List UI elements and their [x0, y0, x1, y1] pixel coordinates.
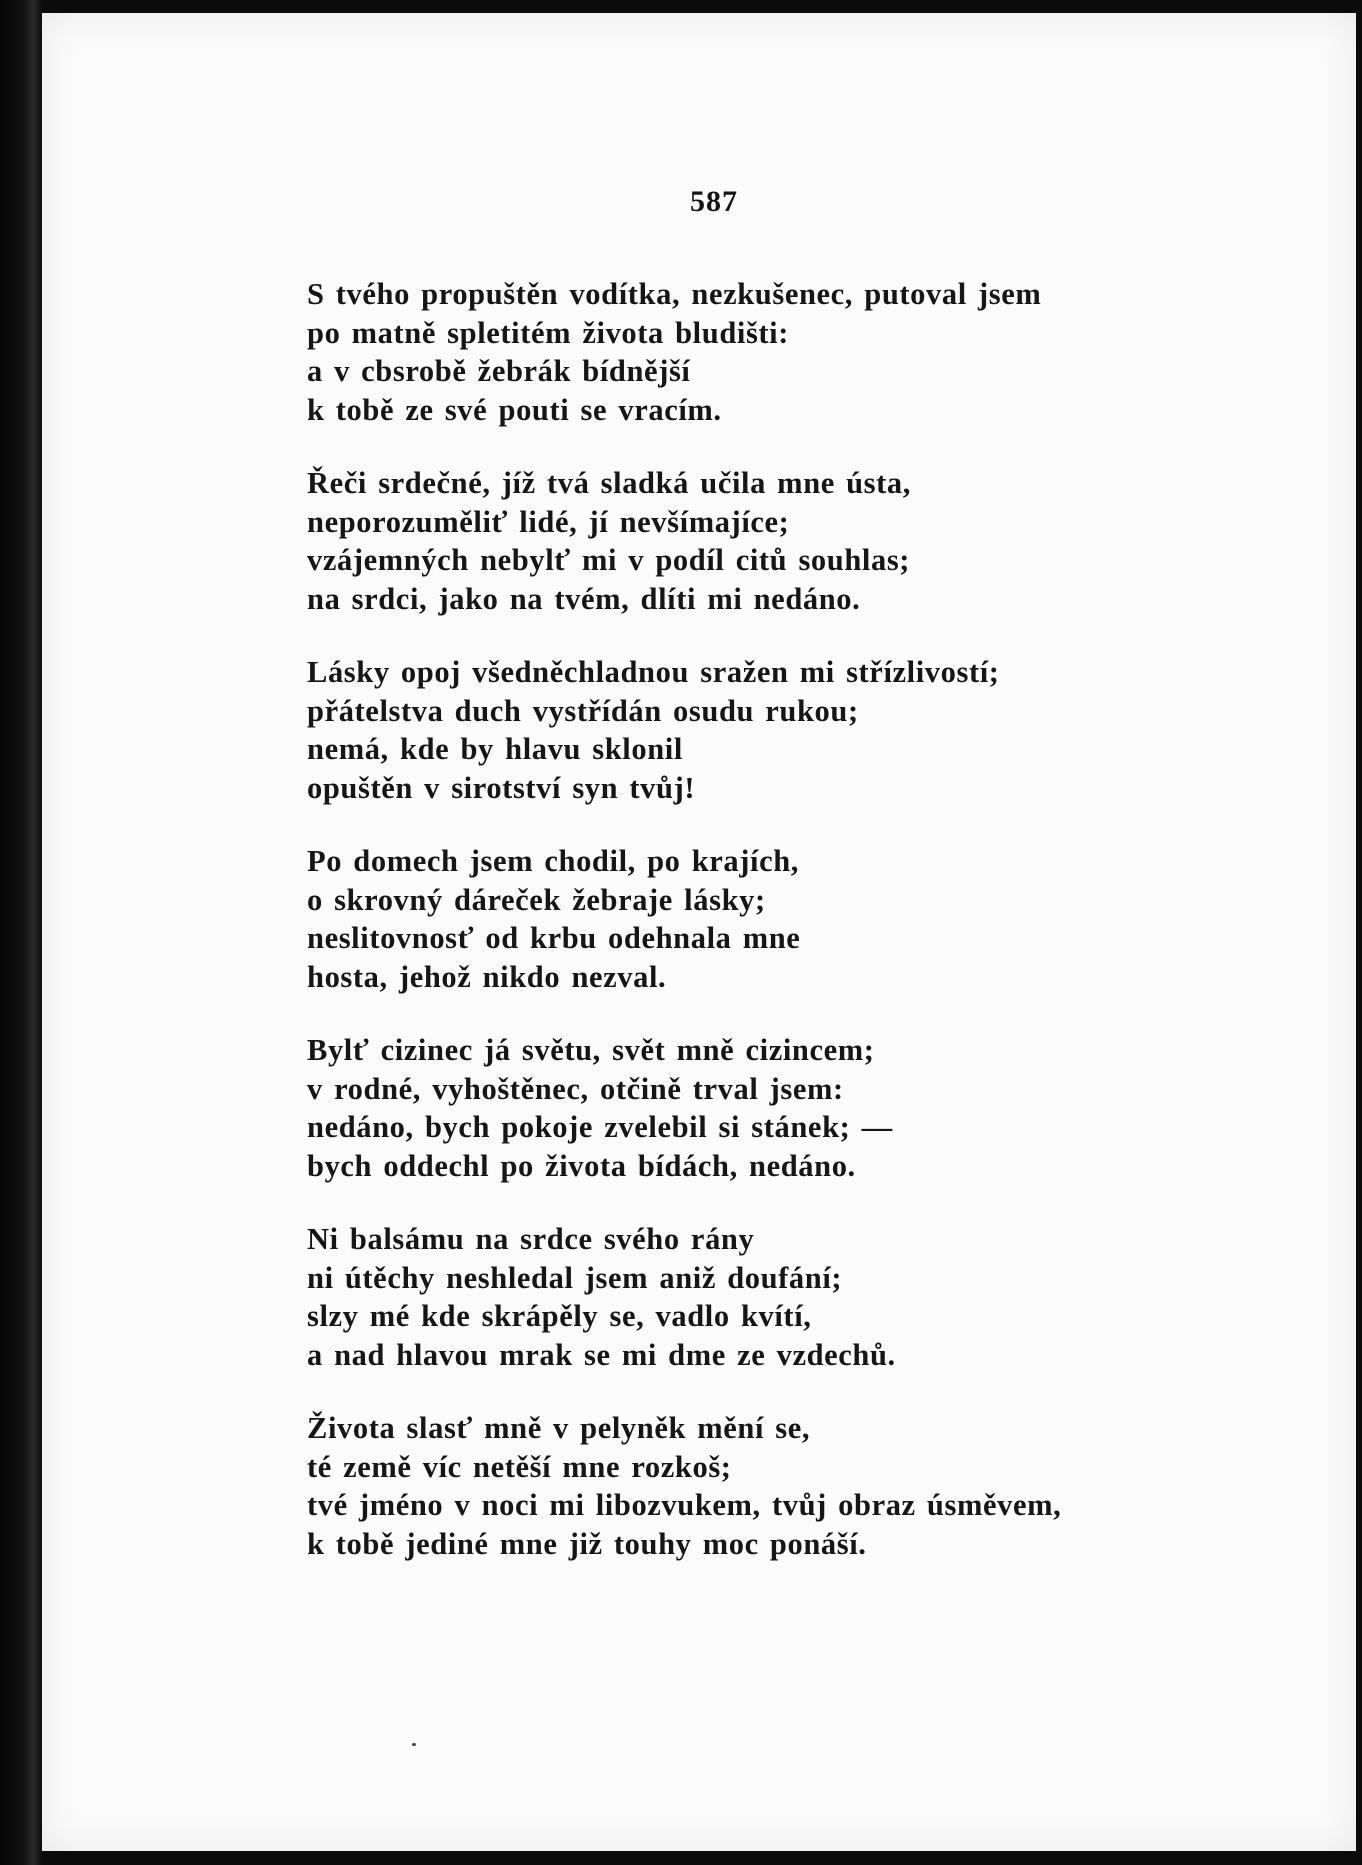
- verse-line: Bylť cizinec já světu, svět mně cizincem;: [307, 1033, 875, 1067]
- verse-line: neporozuměliť lidé, jí nevšímajíce;: [307, 504, 790, 539]
- verse-line: po matně spletitém života bludišti:: [307, 315, 790, 350]
- verse-line: slzy mé kde skrápěly se, vadlo kvítí,: [307, 1299, 812, 1333]
- verse-line: té země víc netěší mne rozkoš;: [307, 1449, 732, 1484]
- verse-line: na srdci, jako na tvém, dlíti mi nedáno.: [307, 581, 861, 616]
- verse-line: v rodné, vyhoštěnec, otčině trval jsem:: [307, 1071, 844, 1106]
- verse-line: o skrovný dáreček žebraje lásky;: [307, 882, 766, 917]
- stanza-4: [307, 842, 1187, 996]
- verse-line: Života slasť mně v pelyněk mění se,: [307, 1411, 811, 1445]
- verse-line: Po domech jsem chodil, po krajích,: [307, 844, 800, 878]
- verse-line: opuštěn v sirotství syn tvůj!: [307, 770, 696, 805]
- verse-line: přátelstva duch vystřídán osudu rukou;: [307, 693, 859, 728]
- page-number: 587: [690, 185, 738, 218]
- scan-left-edge: [0, 0, 42, 1865]
- verse-line: k tobě ze své pouti se vracím.: [307, 392, 722, 427]
- stanza-2: [307, 464, 1187, 618]
- verse-line: hosta, jehož nikdo nezval.: [307, 959, 667, 994]
- verse-line: Ni balsámu na srdce svého rány: [307, 1222, 755, 1256]
- verse-line: Lásky opoj všedněchladnou sražen mi střízlivostí;: [307, 655, 1000, 689]
- stanza-1: [307, 275, 1187, 429]
- book-page: [42, 13, 1356, 1851]
- stanza-3: [307, 653, 1187, 807]
- verse-line: a nad hlavou mrak se mi dme ze vzdechů.: [307, 1337, 896, 1372]
- stanza-5: [307, 1031, 1187, 1185]
- paper-speck: [412, 1743, 416, 1746]
- verse-line: Řeči srdečné, jíž tvá sladká učila mne ústa,: [307, 466, 911, 500]
- stanza-7: [307, 1409, 1187, 1563]
- verse-line: vzájemných nebylť mi v podíl citů souhlas;: [307, 543, 911, 577]
- verse-line: nedáno, bych pokoje zvelebil si stánek; —: [307, 1110, 893, 1144]
- verse-line: ni útěchy neshledal jsem aniž doufání;: [307, 1260, 843, 1295]
- verse-line: a v cbsrobě žebrák bídnější: [307, 354, 691, 388]
- verse-line: nemá, kde by hlavu sklonil: [307, 732, 683, 766]
- poem: [307, 275, 1187, 1598]
- verse-line: neslitovnosť od krbu odehnala mne: [307, 921, 801, 955]
- verse-line: S tvého propuštěn vodítka, nezkušenec, putoval jsem: [307, 277, 1042, 311]
- verse-line: tvé jméno v noci mi libozvukem, tvůj obraz úsměvem,: [307, 1488, 1062, 1522]
- verse-line: bych oddechl po života bídách, nedáno.: [307, 1148, 856, 1183]
- verse-line: k tobě jediné mne již touhy moc ponáší.: [307, 1526, 867, 1561]
- stanza-6: [307, 1220, 1187, 1374]
